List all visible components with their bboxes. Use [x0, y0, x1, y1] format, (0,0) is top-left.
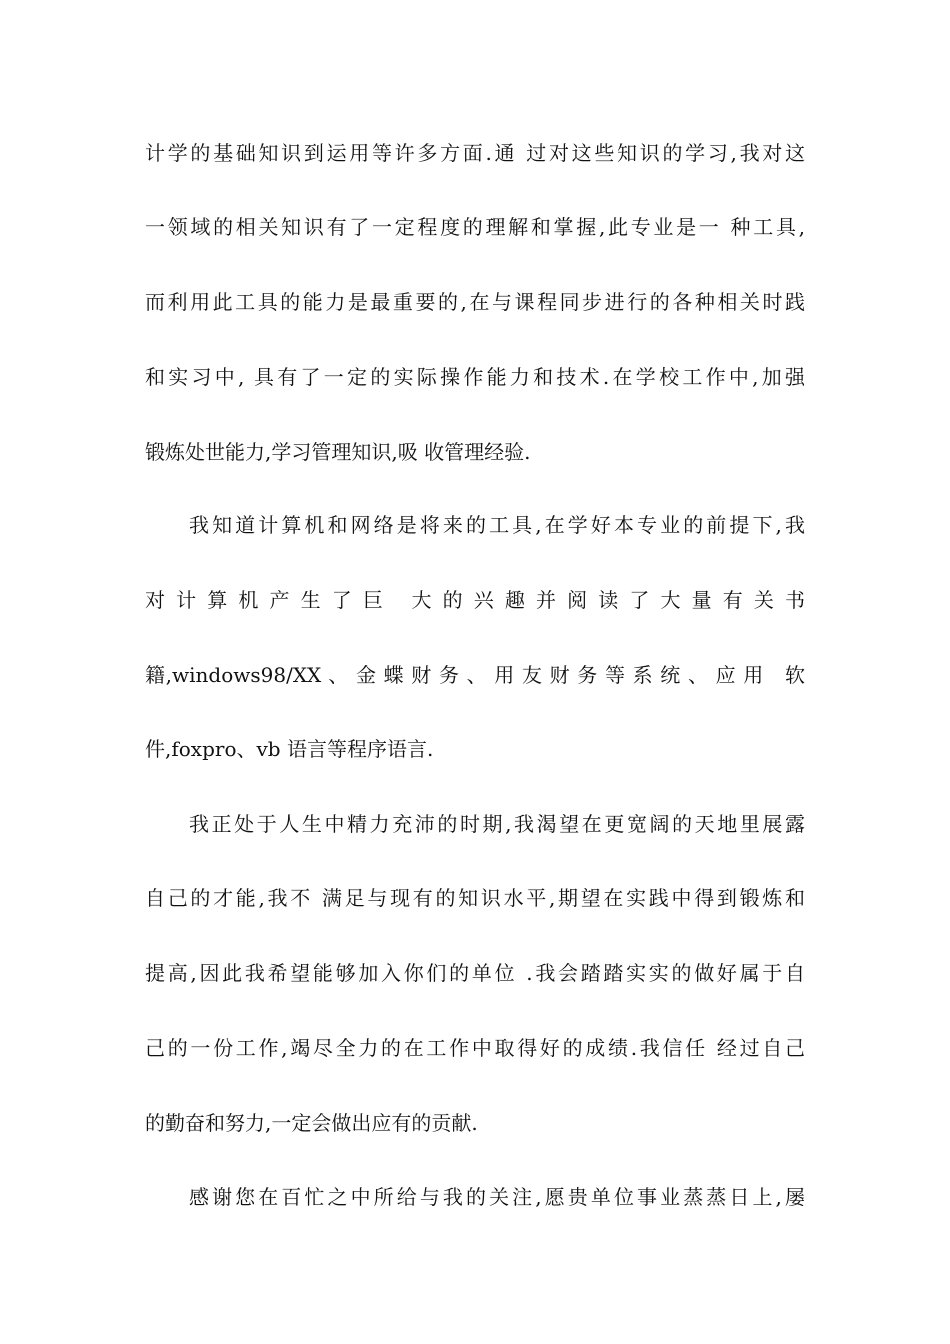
paragraph-first-line: 感谢您在百忙之中所给与我的关注,愿贵单位事业蒸蒸日上,屡 [189, 1185, 805, 1209]
paragraph-line: 的勤奋和努力,一定会做出应有的贡献. [145, 1111, 478, 1135]
paragraph-line: 对 计 算 机 产 生 了 巨 大 的 兴 趣 并 阅 读 了 大 量 有 关 书 [145, 588, 805, 612]
paragraph-line: 锻炼处世能力,学习管理知识,吸 收管理经验. [145, 440, 531, 464]
paragraph-first-line: 我知道计算机和网络是将来的工具,在学好本专业的前提下,我 [189, 513, 805, 537]
paragraph-line: 件,foxpro、vb 语言等程序语言. [145, 737, 434, 761]
paragraph-line: 籍,windows98/XX 、 金 蝶 财 务 、 用 友 财 务 等 系 统 、 应 用 软 [145, 663, 805, 687]
paragraph-line: 提高,因此我希望能够加入你们的单位 .我会踏踏实实的做好属于自 [145, 961, 805, 985]
paragraph-first-line: 我正处于人生中精力充沛的时期,我渴望在更宽阔的天地里展露 [189, 812, 805, 836]
paragraph-line: 己的一份工作,竭尽全力的在工作中取得好的成绩.我信任 经过自己 [145, 1036, 805, 1060]
paragraph-line: 而利用此工具的能力是最重要的,在与课程同步进行的各种相关时践 [145, 290, 805, 314]
paragraph-line: 自己的才能,我不 满足与现有的知识水平,期望在实践中得到锻炼和 [145, 886, 805, 910]
paragraph-line: 计学的基础知识到运用等许多方面.通 过对这些知识的学习,我对这 [145, 141, 805, 165]
paragraph-line: 和实习中, 具有了一定的实际操作能力和技术.在学校工作中,加强 [145, 365, 805, 389]
paragraph-line: 一领域的相关知识有了一定程度的理解和掌握,此专业是一 种工具, [145, 215, 805, 239]
